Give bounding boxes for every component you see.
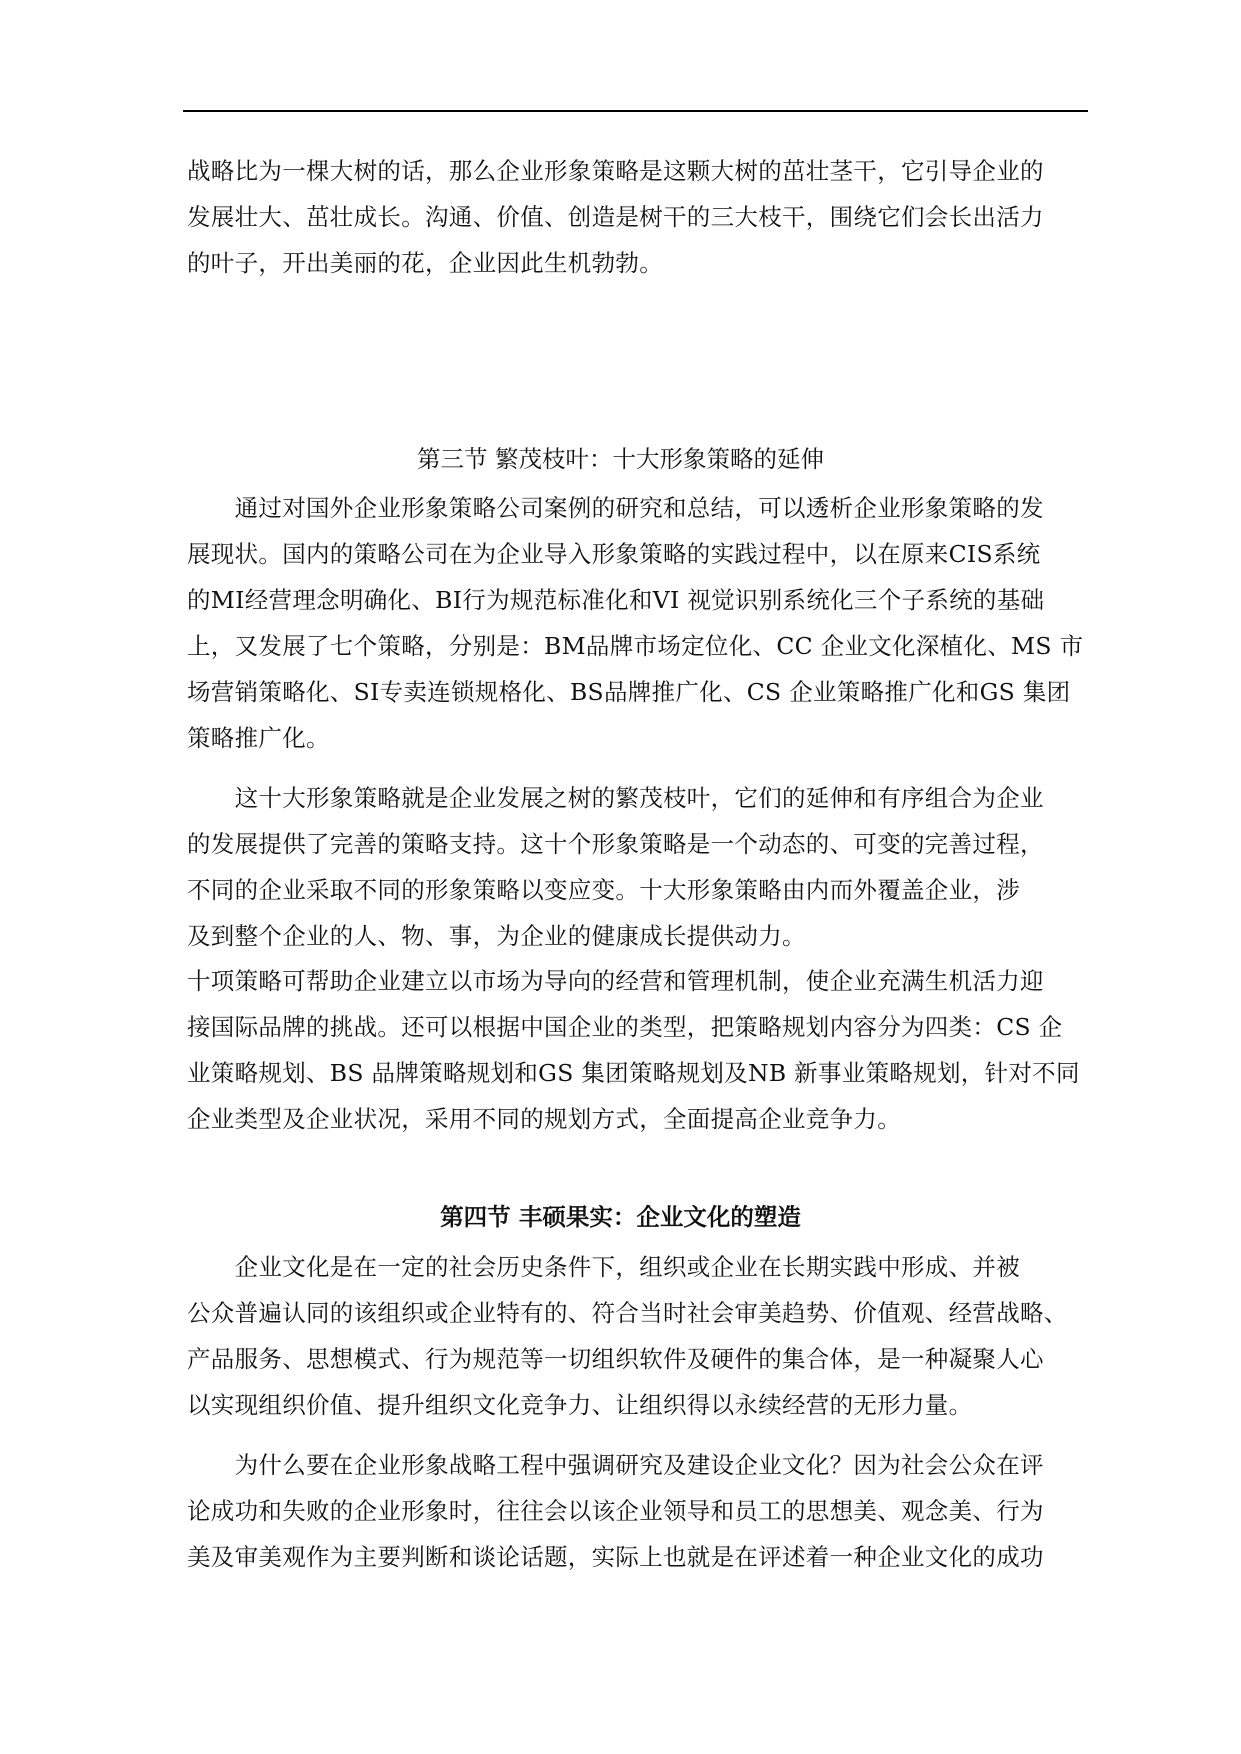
- paragraph-line: 这十大形象策略就是企业发展之树的繁茂枝叶，它们的延伸和有序组合为企业: [187, 784, 1044, 812]
- paragraph-line: 产品服务、思想模式、行为规范等一切组织软件及硬件的集合体，是一种凝聚人心: [187, 1345, 1044, 1373]
- paragraph-line: 论成功和失败的企业形象时，往往会以该企业领导和员工的思想美、观念美、行为: [187, 1497, 1044, 1525]
- paragraph-line: 接国际品牌的挑战。还可以根据中国企业的类型，把策略规划内容分为四类：CS 企: [187, 1013, 1063, 1041]
- paragraph-line: 的发展提供了完善的策略支持。这十个形象策略是一个动态的、可变的完善过程，: [187, 830, 1044, 858]
- paragraph-line: 场营销策略化、SI专卖连锁规格化、BS品牌推广化、CS 企业策略推广化和GS 集团: [187, 678, 1071, 706]
- paragraph-line: 的MI经营理念明确化、BI行为规范标准化和VI 视觉识别系统化三个子系统的基础: [187, 586, 1045, 614]
- paragraph-line: 企业类型及企业状况，采用不同的规划方式，全面提高企业竞争力。: [187, 1105, 901, 1133]
- paragraph-line: 通过对国外企业形象策略公司案例的研究和总结，可以透析企业形象策略的发: [187, 494, 1044, 522]
- section-heading: 第三节 繁茂枝叶：十大形象策略的延伸: [417, 445, 824, 473]
- paragraph-line: 展现状。国内的策略公司在为企业导入形象策略的实践过程中，以在原来CIS系统: [187, 540, 1041, 568]
- paragraph-line: 发展壮大、茁壮成长。沟通、价值、创造是树干的三大枝干，围绕它们会长出活力: [187, 203, 1044, 231]
- paragraph-line: 战略比为一棵大树的话，那么企业形象策略是这颗大树的茁壮茎干，它引导企业的: [187, 157, 1044, 185]
- paragraph-line: 策略推广化。: [187, 724, 330, 752]
- paragraph-line: 的叶子，开出美丽的花，企业因此生机勃勃。: [187, 249, 663, 277]
- paragraph-line: 十项策略可帮助企业建立以市场为导向的经营和管理机制，使企业充满生机活力迎: [187, 967, 1044, 995]
- paragraph-line: 公众普遍认同的该组织或企业特有的、符合当时社会审美趋势、价值观、经营战略、: [187, 1299, 1068, 1327]
- paragraph-line: 企业文化是在一定的社会历史条件下，组织或企业在长期实践中形成、并被: [187, 1253, 1020, 1281]
- section-heading: 第四节 丰硕果实：企业文化的塑造: [440, 1203, 801, 1231]
- paragraph-line: 以实现组织价值、提升组织文化竞争力、让组织得以永续经营的无形力量。: [187, 1391, 973, 1419]
- paragraph-line: 及到整个企业的人、物、事，为企业的健康成长提供动力。: [187, 922, 806, 950]
- paragraph-line: 上，又发展了七个策略，分别是：BM品牌市场定位化、CC 企业文化深植化、MS 市: [187, 632, 1084, 660]
- paragraph-line: 业策略规划、BS 品牌策略规划和GS 集团策略规划及NB 新事业策略规划，针对不同: [187, 1059, 1080, 1087]
- header-rule: [183, 110, 1088, 112]
- paragraph-line: 为什么要在企业形象战略工程中强调研究及建设企业文化？因为社会公众在评: [187, 1451, 1044, 1479]
- paragraph-line: 不同的企业采取不同的形象策略以变应变。十大形象策略由内而外覆盖企业，涉: [187, 876, 1020, 904]
- paragraph-line: 美及审美观作为主要判断和谈论话题，实际上也就是在评述着一种企业文化的成功: [187, 1543, 1044, 1571]
